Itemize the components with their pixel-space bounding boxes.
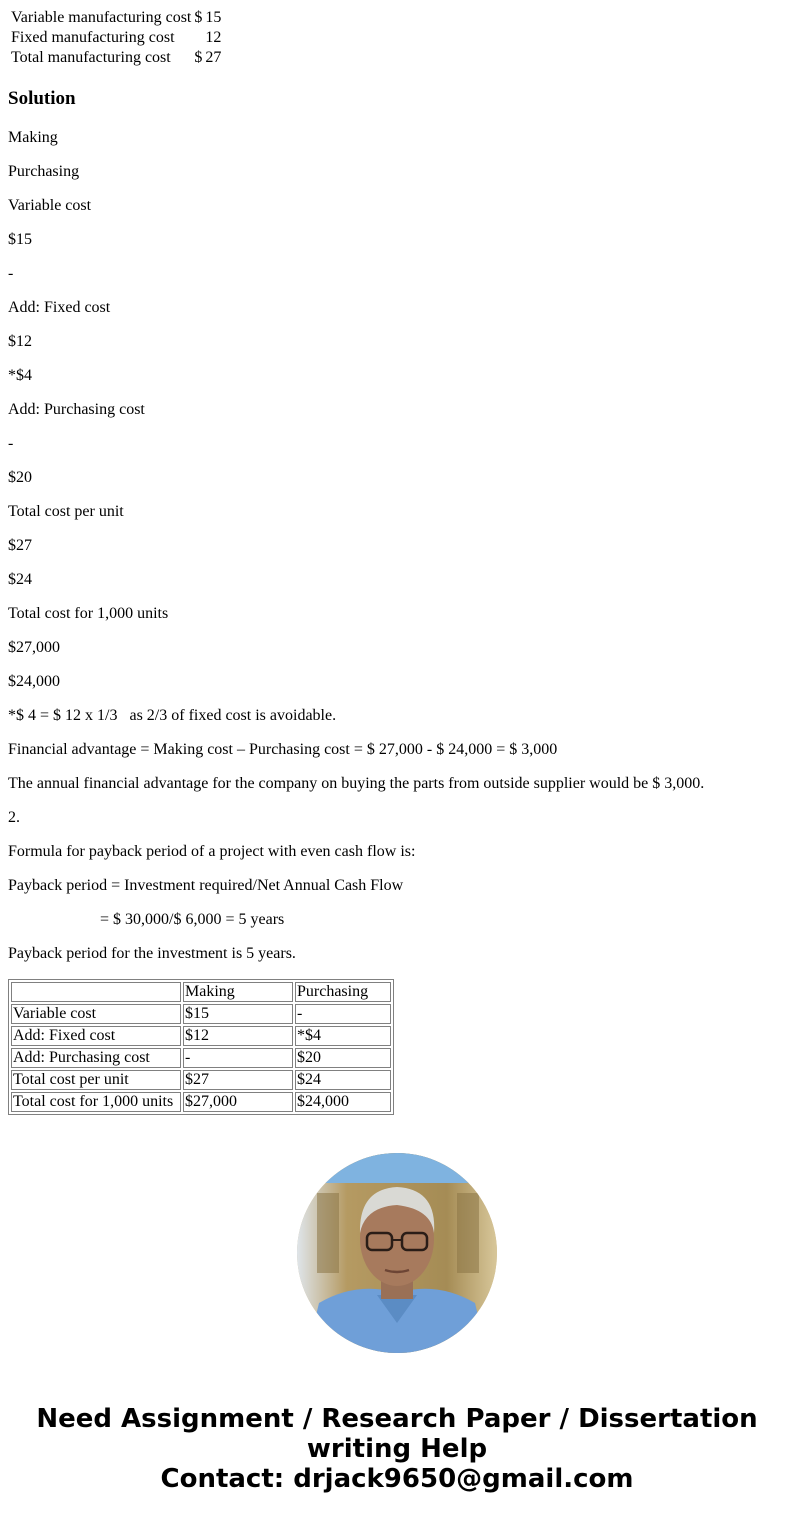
table-row [11, 1070, 391, 1090]
dollar-sign [193, 29, 202, 47]
table-row [10, 29, 222, 47]
solution-line: - [8, 265, 14, 282]
solution-line: $20 [8, 469, 32, 486]
cost-value: 27 [205, 49, 222, 66]
table-cell: Total cost for 1,000 units [11, 1092, 181, 1112]
promo-contact: Contact: drjack9650@gmail.com [160, 1464, 634, 1494]
cost-value: 15 [205, 9, 222, 26]
solution-line: $24,000 [8, 673, 60, 690]
table-cell: - [295, 1004, 391, 1024]
table-cell: *$4 [295, 1026, 391, 1046]
cost-label: Variable manufacturing cost [11, 9, 192, 26]
promo-line: writing Help [306, 1434, 488, 1464]
table-cell: $20 [295, 1048, 391, 1068]
table-row [11, 1004, 391, 1024]
table-cell: $24,000 [295, 1092, 391, 1112]
table-cell: Add: Purchasing cost [11, 1048, 181, 1068]
solution-line: Payback period = Investment required/Net Annual Cash Flow [8, 877, 404, 894]
solution-heading: Solution [8, 88, 76, 109]
solution-line: $24 [8, 571, 32, 588]
table-cell: Total cost per unit [11, 1070, 181, 1090]
solution-line: = $ 30,000/$ 6,000 = 5 years [8, 911, 285, 928]
solution-line: Formula for payback period of a project with even cash flow is: [8, 843, 416, 860]
solution-line: Total cost for 1,000 units [8, 605, 169, 622]
dollar-sign: $ [194, 49, 203, 66]
header-cell [11, 982, 181, 1002]
solution-line: $15 [8, 231, 32, 248]
author-avatar [297, 1153, 497, 1353]
solution-line: *$ 4 = $ 12 x 1/3 as 2/3 of fixed cost is avoidable. [8, 707, 337, 724]
table-row [11, 1026, 391, 1046]
header-cell: Making [183, 982, 293, 1002]
table-cell: $12 [183, 1026, 293, 1046]
cost-summary-table [8, 7, 224, 69]
table-cell: $27 [183, 1070, 293, 1090]
table-cell: - [183, 1048, 293, 1068]
cost-value: 12 [205, 29, 222, 46]
header-cell: Purchasing [295, 982, 391, 1002]
cost-label: Total manufacturing cost [11, 49, 171, 66]
table-row [11, 1092, 391, 1112]
solution-line: $27,000 [8, 639, 60, 656]
person-portrait-icon [297, 1153, 497, 1353]
solution-line: Making [8, 129, 58, 146]
table-row [11, 1048, 391, 1068]
table-cell: $27,000 [183, 1092, 293, 1112]
solution-line: Payback period for the investment is 5 years. [8, 945, 296, 962]
table-cell: $15 [183, 1004, 293, 1024]
solution-line: *$4 [8, 367, 32, 384]
table-row [10, 49, 222, 67]
promo-banner [0, 1404, 794, 1494]
solution-line: Add: Fixed cost [8, 299, 111, 316]
solution-line: - [8, 435, 14, 452]
solution-line: Add: Purchasing cost [8, 401, 145, 418]
solution-line: 2. [8, 809, 20, 826]
solution-line: Financial advantage = Making cost – Purchasing cost = $ 27,000 - $ 24,000 = $ 3,000 [8, 741, 558, 758]
table-cell: $24 [295, 1070, 391, 1090]
solution-line: The annual financial advantage for the company on buying the parts from outside supplier would be $ 3,000. [8, 775, 705, 792]
dollar-sign: $ [194, 9, 203, 26]
table-header-row [11, 982, 391, 1002]
solution-line: Variable cost [8, 197, 92, 214]
solution-line: Purchasing [8, 163, 80, 180]
solution-line: $12 [8, 333, 32, 350]
promo-line: Need Assignment / Research Paper / Dissertation [36, 1404, 758, 1434]
solution-line: Total cost per unit [8, 503, 124, 520]
solution-line: $27 [8, 537, 32, 554]
table-row [10, 9, 222, 27]
cost-label: Fixed manufacturing cost [11, 29, 175, 46]
table-cell: Variable cost [11, 1004, 181, 1024]
table-cell: Add: Fixed cost [11, 1026, 181, 1046]
comparison-table [8, 979, 394, 1115]
